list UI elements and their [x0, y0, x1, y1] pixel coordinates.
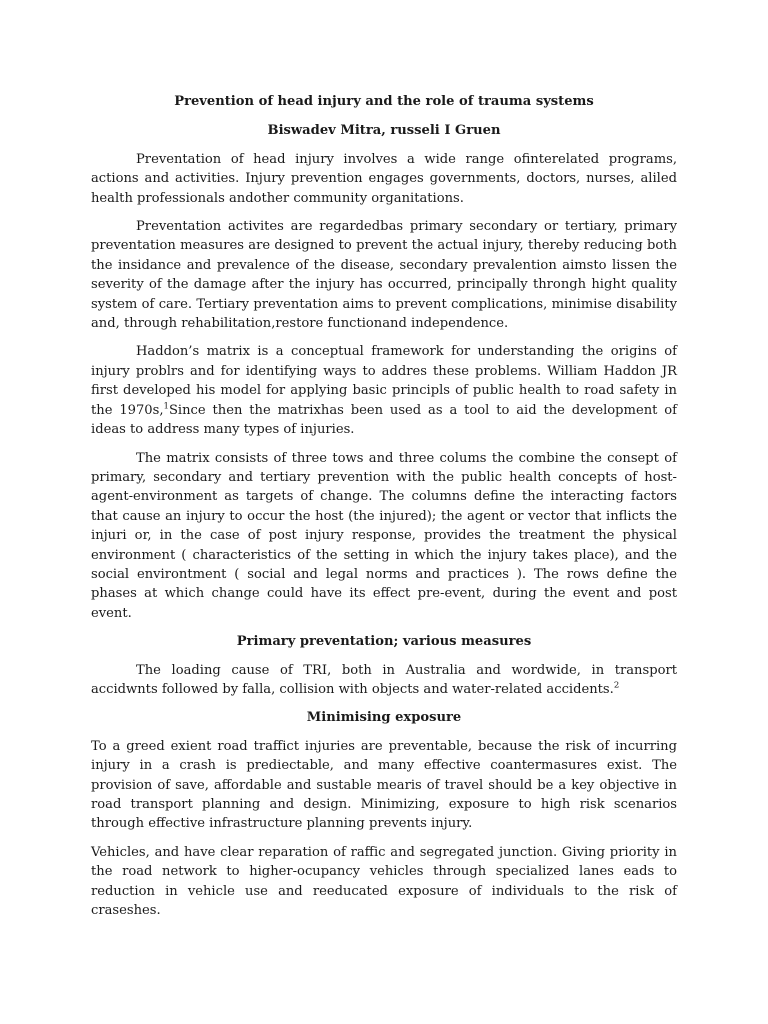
heading-primary-prevention: Primary preventation; various measures — [236, 634, 532, 650]
paragraph-prevention-levels: Preventation activites are regardedbas primary secondary or tertiary, primary preventation measures are designed to prevent the actual injury, thereby reducing both the insidance and prevalence of the disease, secondary prevalention aimsto lissen the severity of the damage after the injury has occurred, principally throngh hight quality system of care. Tertiary preventation aims to prevent complications, minimise disability and, through rehabilitation,restore functionand independence. — [91, 219, 677, 332]
paragraph-matrix-structure: The matrix consists of three tows and three colums the combine the consept of primary, secondary and tertiary prevention with the public health concepts of host-agent-environment as targets of change. The columns define the interacting factors that cause an injury to occur the host (the injured); the agent or vector that inflicts the injuri or, in the case of post injury response, provides the treatment the physical environment ( characteristics of the setting in which the injury takes place), and the social environtment ( social and legal norms and practices ). The rows define the phases at which change could have its effect pre-event, during the event and post event. — [91, 450, 677, 621]
paragraph-leading-cause-text: The loading cause of TRI, both in Australia and wordwide, in transport accidwnts followed by falla, collision with objects and water-related accidents. — [91, 662, 677, 697]
paragraph-leading-cause — [91, 661, 677, 700]
heading-minimising-exposure: Minimising exposure — [306, 710, 462, 726]
paragraph-haddon-text-a: Haddon’s matrix is a conceptual framework for understanding the origins of injury problrs and for identifying ways to addres these problems. William Haddon JR first developed his model for applying basic principls of public health to road safety in the 1970s, — [91, 344, 677, 418]
paragraph-road-traffic: To a greed exient road traffict injuries are preventable, because the risk of incurring injury in a crash is prediectable, and many effective coantermasures exist. The provision of save, affordable and sustable mearis of travel should be a key objective in road transport planning and design. Minimizing, exposure to high risk scenarios through effective infrastructure planning prevents injury. — [91, 738, 677, 832]
paragraph-haddon-matrix — [91, 342, 677, 439]
footnote-ref-1: 1 — [163, 401, 169, 412]
paragraph-haddon-text-b: Since then the matrixhas been used as a tool to aid the development of ideas to address many types of injuries. — [91, 402, 677, 438]
paragraph-vehicles: Vehicles, and have clear reparation of raffic and segregated junction. Giving priority in the road network to higher-ocupancy vehicles through specialized lanes eads to reduction in vehicle use and reeducated exposure of individuals to the risk of craseshes. — [91, 844, 677, 919]
document-authors: Biswadev Mitra, russeli I Gruen — [267, 123, 501, 139]
document-title: Prevention of head injury and the role of trauma systems — [174, 94, 594, 109]
paragraph-intro: Preventation of head injury involves a wide range ofinterelated programs, actions and activities. Injury prevention engages governments, doctors, nurses, aliled health professionals andother community organitations. — [91, 151, 677, 206]
footnote-ref-2: 2 — [613, 680, 620, 691]
document-body — [91, 92, 677, 929]
